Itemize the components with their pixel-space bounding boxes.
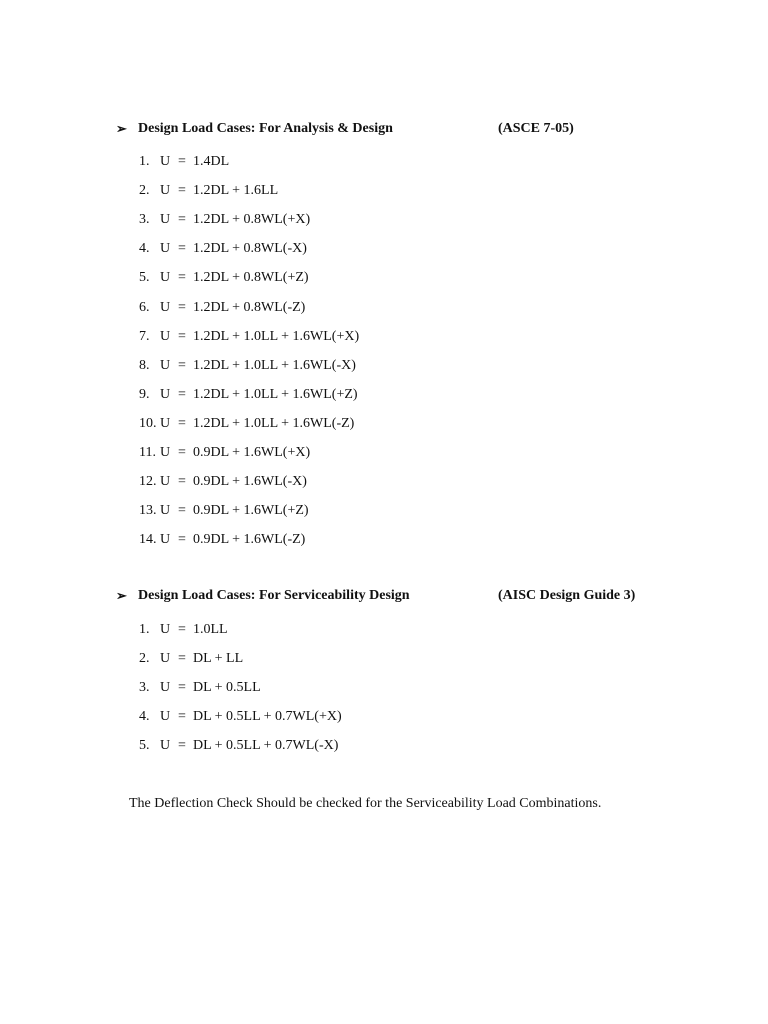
load-case-number: 2.: [139, 183, 150, 199]
load-case-item: [0, 181, 500, 201]
equals-sign: =: [178, 299, 186, 315]
load-case-expression: 1.2DL + 1.0LL + 1.6WL(-Z): [193, 415, 355, 431]
load-case-expression: 1.2DL + 1.0LL + 1.6WL(-X): [193, 357, 356, 373]
load-case-item: [0, 414, 500, 434]
equals-sign: =: [178, 386, 186, 402]
equals-sign: =: [178, 328, 186, 344]
load-case-variable: U: [160, 622, 171, 637]
equals-sign: =: [178, 154, 186, 169]
load-case-number: 6.: [139, 299, 150, 315]
section-reference: (ASCE 7-05): [498, 121, 574, 136]
load-case-variable: U: [160, 415, 171, 431]
load-case-number: 10.: [139, 415, 157, 431]
equals-sign: =: [178, 212, 186, 228]
equals-sign: =: [178, 241, 186, 257]
equals-sign: =: [178, 270, 186, 286]
section-title: Design Load Cases: For Analysis & Design: [138, 121, 393, 136]
load-case-item: [0, 649, 500, 669]
load-case-expression: 0.9DL + 1.6WL(-Z): [193, 532, 306, 548]
load-case-variable: U: [160, 212, 171, 228]
equals-sign: =: [178, 651, 186, 666]
load-case-variable: U: [160, 154, 171, 169]
equals-sign: =: [178, 622, 186, 637]
load-case-number: 5.: [139, 270, 150, 286]
load-case-expression: 0.9DL + 1.6WL(+X): [193, 445, 311, 460]
load-case-variable: U: [160, 503, 171, 519]
load-case-variable: U: [160, 680, 171, 695]
section-heading-analysis: [116, 119, 716, 139]
load-case-expression: 1.2DL + 0.8WL(-Z): [193, 299, 306, 315]
section-reference: (AISC Design Guide 3): [498, 588, 636, 603]
load-case-expression: DL + 0.5LL + 0.7WL(+X): [193, 709, 342, 724]
load-case-number: 8.: [139, 357, 150, 373]
load-case-variable: U: [160, 532, 171, 548]
load-case-number: 4.: [139, 241, 150, 257]
load-case-number: 14.: [139, 532, 157, 548]
equals-sign: =: [178, 445, 186, 460]
load-case-number: 3.: [139, 212, 150, 228]
load-case-expression: 1.2DL + 1.0LL + 1.6WL(+X): [193, 328, 360, 344]
load-case-expression: 0.9DL + 1.6WL(-X): [193, 474, 307, 490]
load-case-number: 3.: [139, 680, 150, 695]
load-case-variable: U: [160, 241, 171, 257]
load-case-item: [0, 736, 500, 756]
load-case-variable: U: [160, 270, 171, 286]
load-case-expression: 1.2DL + 0.8WL(+Z): [193, 270, 309, 286]
load-case-expression: 1.2DL + 1.6LL: [193, 183, 279, 199]
load-case-number: 5.: [139, 738, 150, 753]
load-case-number: 13.: [139, 503, 157, 519]
load-case-item: [0, 356, 500, 376]
load-case-variable: U: [160, 651, 171, 666]
load-case-item: [0, 443, 500, 463]
load-case-variable: U: [160, 183, 171, 199]
equals-sign: =: [178, 680, 186, 695]
equals-sign: =: [178, 503, 186, 519]
load-case-number: 12.: [139, 474, 157, 490]
load-case-number: 1.: [139, 154, 150, 169]
load-case-item: [0, 678, 500, 698]
load-case-expression: 1.2DL + 1.0LL + 1.6WL(+Z): [193, 386, 358, 402]
section-title: Design Load Cases: For Serviceability Design: [138, 588, 410, 603]
load-case-item: [0, 210, 500, 230]
load-case-variable: U: [160, 738, 171, 753]
load-case-item: [0, 298, 500, 318]
load-case-expression: 1.2DL + 0.8WL(+X): [193, 212, 311, 228]
load-case-expression: 0.9DL + 1.6WL(+Z): [193, 503, 309, 519]
load-case-item: [0, 385, 500, 405]
load-case-item: [0, 530, 500, 550]
arrow-bullet-icon: ➢: [116, 121, 127, 136]
deflection-note: The Deflection Check Should be checked for the Serviceability Load Combinations.: [129, 796, 602, 811]
load-case-item: [0, 239, 500, 259]
load-case-number: 4.: [139, 709, 150, 724]
equals-sign: =: [178, 532, 186, 548]
arrow-bullet-icon: ➢: [116, 588, 127, 603]
load-case-item: [0, 152, 500, 172]
load-case-variable: U: [160, 386, 171, 402]
load-case-item: [0, 620, 500, 640]
load-case-item: [0, 268, 500, 288]
load-case-number: 11.: [139, 445, 156, 460]
load-case-item: [0, 327, 500, 347]
load-case-variable: U: [160, 328, 171, 344]
load-case-expression: 1.4DL: [193, 154, 230, 169]
load-case-item: [0, 501, 500, 521]
load-case-item: [0, 707, 500, 727]
load-case-expression: DL + 0.5LL + 0.7WL(-X): [193, 738, 339, 753]
load-case-expression: 1.0LL: [193, 622, 228, 637]
equals-sign: =: [178, 738, 186, 753]
load-case-variable: U: [160, 299, 171, 315]
load-case-expression: 1.2DL + 0.8WL(-X): [193, 241, 307, 257]
load-case-variable: U: [160, 445, 171, 460]
load-case-item: [0, 472, 500, 492]
load-case-variable: U: [160, 709, 171, 724]
load-case-number: 1.: [139, 622, 150, 637]
equals-sign: =: [178, 357, 186, 373]
load-case-number: 2.: [139, 651, 150, 666]
equals-sign: =: [178, 183, 186, 199]
load-case-expression: DL + 0.5LL: [193, 680, 261, 695]
equals-sign: =: [178, 474, 186, 490]
load-case-expression: DL + LL: [193, 651, 244, 666]
equals-sign: =: [178, 709, 186, 724]
load-case-number: 9.: [139, 386, 150, 402]
load-case-variable: U: [160, 474, 171, 490]
section-heading-serviceability: [116, 586, 716, 606]
equals-sign: =: [178, 415, 186, 431]
load-case-number: 7.: [139, 328, 150, 344]
load-case-variable: U: [160, 357, 171, 373]
